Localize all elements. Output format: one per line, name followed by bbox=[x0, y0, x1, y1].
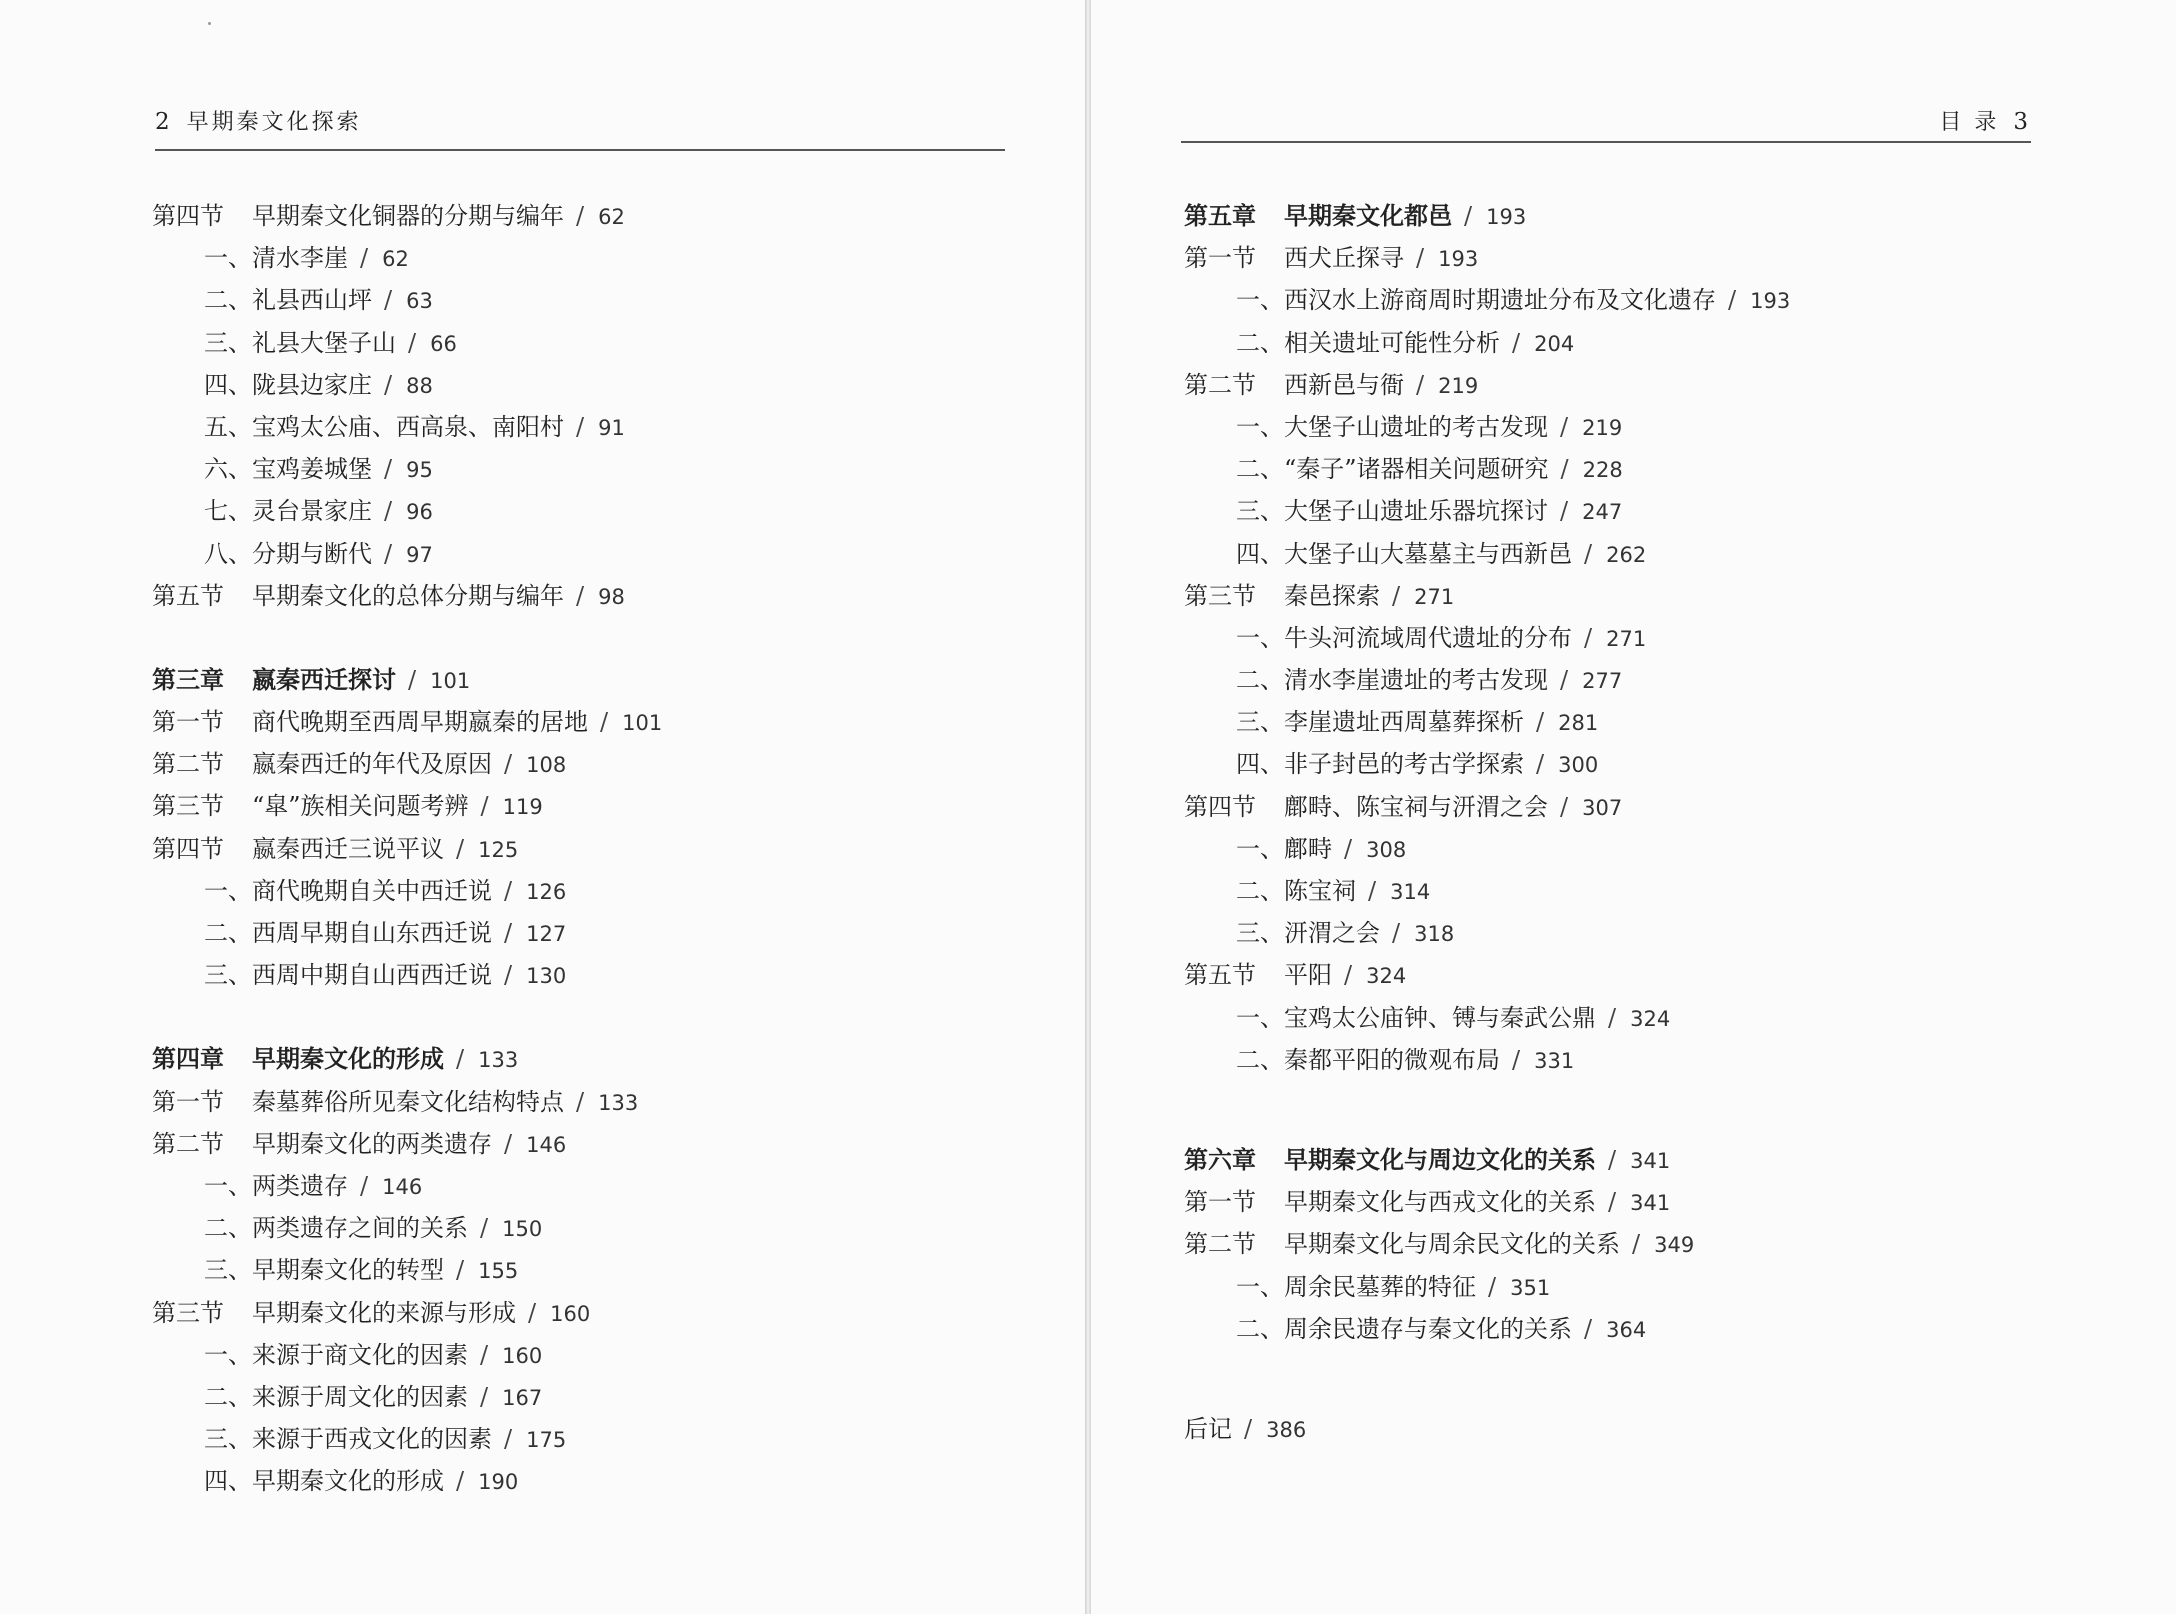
entry-page-number: 277 bbox=[1582, 669, 1623, 694]
entry-title: 早期秦文化铜器的分期与编年 bbox=[252, 202, 564, 230]
toc-entry-sub bbox=[152, 1334, 662, 1376]
entry-separator: / bbox=[1560, 497, 1569, 526]
entry-separator: / bbox=[1392, 919, 1401, 948]
toc-entry-sub bbox=[1184, 406, 1790, 448]
toc-entry-section bbox=[1184, 364, 1790, 406]
entry-page-number: 193 bbox=[1486, 205, 1527, 229]
entry-title: 二、周余民遗存与秦文化的关系 bbox=[1236, 1314, 1572, 1343]
entry-separator: / bbox=[384, 370, 393, 399]
entry-page-number: 281 bbox=[1558, 711, 1599, 736]
entry-page-number: 127 bbox=[526, 922, 567, 946]
entry-title: 三、礼县大堡子山 bbox=[204, 328, 396, 357]
toc-entry-sub bbox=[1184, 617, 1790, 659]
entry-title: 一、来源于商文化的因素 bbox=[204, 1340, 468, 1369]
entry-separator: / bbox=[408, 328, 417, 357]
entry-title: 早期秦文化的形成 bbox=[252, 1044, 444, 1074]
entry-page-number: 96 bbox=[406, 500, 433, 525]
entry-title: 一、牛头河流域周代遗址的分布 bbox=[1236, 623, 1572, 652]
entry-title: 一、周余民墓葬的特征 bbox=[1236, 1272, 1476, 1301]
toc-entry-sub bbox=[1184, 448, 1790, 490]
entry-title: 二、清水李崖遗址的考古发现 bbox=[1236, 666, 1548, 695]
entry-page-number: 262 bbox=[1606, 542, 1647, 567]
entry-page-number: 193 bbox=[1750, 289, 1791, 314]
entry-page-number: 331 bbox=[1534, 1048, 1575, 1073]
entry-page-number: 307 bbox=[1582, 795, 1623, 820]
entry-separator: / bbox=[456, 1045, 465, 1074]
header-rule bbox=[155, 149, 1005, 151]
entry-title: 早期秦文化与西戎文化的关系 bbox=[1284, 1188, 1596, 1217]
entry-title: 五、宝鸡太公庙、西高泉、南阳村 bbox=[204, 412, 564, 441]
entry-page-number: 88 bbox=[406, 373, 433, 398]
entry-separator: / bbox=[1632, 1230, 1641, 1259]
entry-separator: / bbox=[384, 455, 393, 484]
entry-separator: / bbox=[504, 750, 513, 779]
entry-page-number: 146 bbox=[526, 1132, 567, 1157]
toc-entry-section bbox=[152, 743, 662, 785]
entry-page-number: 97 bbox=[406, 542, 433, 567]
toc-entry-sub bbox=[1184, 870, 1790, 912]
header-rule bbox=[1181, 141, 2031, 143]
toc-entry-postscript bbox=[1184, 1408, 1790, 1450]
entry-separator: / bbox=[1368, 877, 1377, 905]
entry-separator: / bbox=[1536, 750, 1545, 779]
toc-entry-section bbox=[152, 195, 662, 237]
entry-label: 第二节 bbox=[152, 750, 224, 779]
toc-entry-chapter bbox=[1184, 1139, 1790, 1181]
entry-separator: / bbox=[1392, 581, 1401, 610]
entry-separator: / bbox=[1344, 961, 1353, 990]
entry-page-number: 219 bbox=[1582, 415, 1623, 440]
entry-page-number: 62 bbox=[598, 205, 625, 229]
entry-page-number: 314 bbox=[1390, 880, 1431, 904]
entry-separator: / bbox=[504, 1425, 513, 1454]
toc-entry-sub bbox=[1184, 743, 1790, 785]
toc-entry-sub bbox=[1184, 322, 1790, 364]
entry-page-number: 130 bbox=[526, 964, 567, 989]
toc-entry-sub bbox=[1184, 490, 1790, 532]
entry-title: 嬴秦西迁的年代及原因 bbox=[252, 750, 492, 779]
toc-entry-sub bbox=[1184, 701, 1790, 743]
entry-separator: / bbox=[576, 412, 585, 441]
toc-entry-sub bbox=[1184, 997, 1790, 1039]
entry-title: 嬴秦西迁探讨 bbox=[252, 664, 396, 694]
page-number: 3 bbox=[2013, 109, 2031, 135]
entry-title: 鄜畤、陈宝祠与汧渭之会 bbox=[1284, 792, 1548, 821]
entry-separator: / bbox=[1584, 623, 1593, 652]
entry-separator: / bbox=[504, 876, 513, 905]
entry-page-number: 101 bbox=[622, 711, 663, 736]
entry-title: 早期秦文化的来源与形成 bbox=[252, 1298, 516, 1327]
entry-title: 一、两类遗存 bbox=[204, 1171, 348, 1200]
entry-label: 第四节 bbox=[1184, 792, 1256, 821]
entry-label: 第三节 bbox=[152, 1298, 224, 1327]
page-number: 2 bbox=[155, 109, 173, 135]
entry-page-number: 62 bbox=[382, 247, 409, 272]
entry-separator: / bbox=[1416, 370, 1425, 399]
toc-entry-sub bbox=[152, 533, 662, 575]
entry-page-number: 318 bbox=[1414, 922, 1455, 947]
entry-page-number: 204 bbox=[1534, 331, 1575, 356]
entry-separator: / bbox=[384, 497, 393, 526]
entry-title: “皐”族相关问题考辨 bbox=[252, 792, 469, 821]
entry-title: 一、清水李崖 bbox=[204, 244, 348, 273]
entry-title: 二、“秦子”诸器相关问题研究 bbox=[1236, 455, 1549, 484]
toc-list-left bbox=[152, 195, 662, 1502]
toc-entry-section bbox=[1184, 1181, 1790, 1223]
entry-separator: / bbox=[576, 202, 585, 230]
entry-title: 嬴秦西迁三说平议 bbox=[252, 834, 444, 863]
toc-entry-sub bbox=[152, 954, 662, 996]
entry-title: 六、宝鸡姜城堡 bbox=[204, 455, 372, 484]
entry-title: 四、大堡子山大墓墓主与西新邑 bbox=[1236, 539, 1572, 568]
entry-page-number: 91 bbox=[598, 415, 625, 440]
entry-title: 四、陇县边家庄 bbox=[204, 370, 372, 399]
toc-entry-sub bbox=[152, 1249, 662, 1291]
entry-page-number: 308 bbox=[1366, 837, 1407, 862]
paper-speck bbox=[208, 22, 211, 25]
toc-entry-section bbox=[152, 1123, 662, 1165]
entry-title: 西犬丘探寻 bbox=[1284, 244, 1404, 273]
entry-title: 后记 bbox=[1184, 1414, 1232, 1443]
entry-page-number: 324 bbox=[1366, 964, 1407, 989]
entry-label: 第二节 bbox=[1184, 1230, 1256, 1259]
entry-separator: / bbox=[480, 1340, 489, 1369]
entry-page-number: 155 bbox=[478, 1259, 519, 1284]
entry-separator: / bbox=[456, 834, 465, 863]
entry-label: 第三节 bbox=[1184, 581, 1256, 610]
toc-entry-sub bbox=[1184, 533, 1790, 575]
entry-separator: / bbox=[384, 539, 393, 568]
toc-entry-sub bbox=[1184, 1039, 1790, 1081]
toc-entry-sub bbox=[1184, 279, 1790, 321]
entry-page-number: 125 bbox=[478, 837, 519, 862]
left-page bbox=[0, 0, 1085, 1614]
toc-entry-sub bbox=[152, 912, 662, 954]
entry-separator: / bbox=[480, 1382, 489, 1411]
entry-separator: / bbox=[1344, 834, 1353, 863]
entry-title: 三、早期秦文化的转型 bbox=[204, 1256, 444, 1285]
toc-entry-sub bbox=[152, 1376, 662, 1418]
entry-page-number: 341 bbox=[1630, 1191, 1671, 1216]
toc-entry-sub bbox=[152, 1418, 662, 1460]
entry-page-number: 351 bbox=[1510, 1275, 1551, 1300]
toc-entry-chapter bbox=[152, 659, 662, 701]
entry-label: 第三节 bbox=[152, 792, 224, 821]
toc-entry-chapter bbox=[152, 1038, 662, 1080]
entry-title: 三、西周中期自山西西迁说 bbox=[204, 961, 492, 990]
entry-title: 二、来源于周文化的因素 bbox=[204, 1382, 468, 1411]
toc-entry-sub bbox=[152, 406, 662, 448]
entry-separator: / bbox=[1512, 1045, 1521, 1074]
entry-page-number: 193 bbox=[1438, 247, 1479, 272]
entry-title: 秦墓葬俗所见秦文化结构特点 bbox=[252, 1087, 564, 1116]
entry-title: 八、分期与断代 bbox=[204, 539, 372, 568]
toc-entry-section bbox=[152, 785, 662, 827]
entry-title: 早期秦文化都邑 bbox=[1284, 201, 1452, 230]
toc-entry-sub bbox=[152, 279, 662, 321]
entry-page-number: 98 bbox=[598, 584, 625, 609]
entry-page-number: 126 bbox=[526, 879, 567, 904]
entry-page-number: 119 bbox=[502, 795, 543, 820]
entry-title: 早期秦文化的两类遗存 bbox=[252, 1129, 492, 1158]
toc-entry-sub bbox=[1184, 912, 1790, 954]
entry-label: 第五章 bbox=[1184, 201, 1256, 230]
entry-label: 第六章 bbox=[1184, 1144, 1256, 1174]
entry-separator: / bbox=[1608, 1003, 1617, 1032]
entry-separator: / bbox=[480, 1214, 489, 1243]
entry-page-number: 133 bbox=[598, 1090, 639, 1115]
entry-label: 第四节 bbox=[152, 834, 224, 863]
toc-entry-sub bbox=[152, 448, 662, 490]
entry-separator: / bbox=[1512, 328, 1521, 357]
entry-separator: / bbox=[504, 961, 513, 990]
section-title: 目 录 bbox=[1939, 110, 2000, 135]
entry-separator: / bbox=[504, 919, 513, 947]
toc-entry-section bbox=[1184, 575, 1790, 617]
entry-page-number: 95 bbox=[406, 458, 433, 483]
toc-entry-section bbox=[1184, 237, 1790, 279]
entry-page-number: 324 bbox=[1630, 1006, 1671, 1031]
entry-title: 七、灵台景家庄 bbox=[204, 497, 372, 526]
entry-page-number: 160 bbox=[550, 1301, 591, 1326]
entry-page-number: 101 bbox=[430, 668, 471, 693]
toc-entry-section bbox=[152, 1081, 662, 1123]
entry-separator: / bbox=[1536, 708, 1545, 737]
entry-label: 第一节 bbox=[1184, 1188, 1256, 1217]
entry-separator: / bbox=[600, 708, 609, 737]
entry-page-number: 300 bbox=[1558, 753, 1599, 778]
entry-separator: / bbox=[1560, 412, 1569, 441]
toc-entry-sub bbox=[1184, 659, 1790, 701]
entry-title: 西新邑与衙 bbox=[1284, 370, 1404, 399]
entry-page-number: 271 bbox=[1414, 584, 1455, 609]
entry-separator: / bbox=[576, 1087, 585, 1116]
entry-title: 四、非子封邑的考古学探索 bbox=[1236, 750, 1524, 779]
entry-page-number: 175 bbox=[526, 1428, 567, 1453]
entry-separator: / bbox=[1464, 202, 1473, 230]
entry-page-number: 219 bbox=[1438, 373, 1479, 398]
entry-label: 第一节 bbox=[152, 1087, 224, 1116]
toc-entry-section bbox=[152, 575, 662, 617]
entry-separator: / bbox=[528, 1298, 537, 1327]
entry-title: 一、大堡子山遗址的考古发现 bbox=[1236, 412, 1548, 441]
right-page bbox=[1091, 0, 2176, 1614]
toc-entry-sub bbox=[152, 1460, 662, 1502]
entry-title: 早期秦文化的总体分期与编年 bbox=[252, 581, 564, 610]
entry-separator: / bbox=[408, 665, 417, 694]
entry-title: 三、来源于西戎文化的因素 bbox=[204, 1425, 492, 1454]
entry-page-number: 341 bbox=[1630, 1148, 1671, 1173]
entry-page-number: 63 bbox=[406, 289, 433, 314]
entry-page-number: 66 bbox=[430, 331, 457, 356]
toc-entry-sub bbox=[1184, 1308, 1790, 1350]
entry-title: 秦邑探索 bbox=[1284, 581, 1380, 610]
toc-entry-sub bbox=[152, 490, 662, 532]
entry-page-number: 247 bbox=[1582, 500, 1623, 525]
entry-title: 二、礼县西山坪 bbox=[204, 286, 372, 315]
entry-page-number: 349 bbox=[1654, 1233, 1695, 1258]
entry-separator: / bbox=[1728, 286, 1737, 315]
entry-title: 二、西周早期自山东西迁说 bbox=[204, 919, 492, 947]
entry-label: 第四节 bbox=[152, 202, 224, 230]
entry-label: 第二节 bbox=[1184, 370, 1256, 399]
entry-page-number: 271 bbox=[1606, 626, 1647, 651]
toc-entry-sub bbox=[152, 237, 662, 279]
entry-title: 四、早期秦文化的形成 bbox=[204, 1467, 444, 1496]
toc-entry-sub bbox=[1184, 1266, 1790, 1308]
entry-page-number: 146 bbox=[382, 1174, 423, 1199]
entry-separator: / bbox=[504, 1129, 513, 1158]
toc-entry-section bbox=[152, 828, 662, 870]
entry-title: 三、大堡子山遗址乐器坑探讨 bbox=[1236, 497, 1548, 526]
toc-entry-section bbox=[1184, 1223, 1790, 1265]
toc-entry-sub bbox=[1184, 828, 1790, 870]
toc-entry-sub bbox=[152, 322, 662, 364]
entry-separator: / bbox=[384, 286, 393, 315]
entry-separator: / bbox=[360, 1171, 369, 1200]
toc-entry-sub bbox=[152, 364, 662, 406]
book-title: 早期秦文化探索 bbox=[186, 110, 362, 135]
entry-title: 平阳 bbox=[1284, 961, 1332, 990]
entry-label: 第三章 bbox=[152, 664, 224, 694]
entry-title: 一、宝鸡太公庙钟、镈与秦武公鼎 bbox=[1236, 1003, 1596, 1032]
entry-title: 二、陈宝祠 bbox=[1236, 877, 1356, 905]
entry-title: 商代晚期至西周早期嬴秦的居地 bbox=[252, 708, 588, 737]
entry-page-number: 228 bbox=[1582, 458, 1623, 483]
entry-label: 第一节 bbox=[1184, 244, 1256, 273]
entry-separator: / bbox=[1416, 244, 1425, 273]
entry-page-number: 364 bbox=[1606, 1317, 1647, 1342]
entry-title: 二、秦都平阳的微观布局 bbox=[1236, 1045, 1500, 1074]
toc-entry-chapter bbox=[1184, 195, 1790, 237]
entry-label: 第五节 bbox=[152, 581, 224, 610]
entry-page-number: 386 bbox=[1266, 1417, 1307, 1442]
running-head-right bbox=[1181, 105, 2031, 145]
entry-separator: / bbox=[1608, 1145, 1617, 1174]
entry-separator: / bbox=[1608, 1188, 1617, 1217]
toc-entry-section bbox=[152, 701, 662, 743]
toc-entry-section bbox=[1184, 954, 1790, 996]
entry-separator: / bbox=[1244, 1414, 1253, 1443]
entry-separator: / bbox=[480, 792, 489, 821]
entry-separator: / bbox=[456, 1256, 465, 1285]
running-head-left bbox=[155, 105, 1005, 145]
entry-label: 第一节 bbox=[152, 708, 224, 737]
entry-separator: / bbox=[1560, 455, 1569, 484]
entry-title: 三、汧渭之会 bbox=[1236, 919, 1380, 948]
entry-title: 一、鄜畤 bbox=[1236, 834, 1332, 863]
entry-separator: / bbox=[1560, 792, 1569, 821]
entry-label: 第四章 bbox=[152, 1044, 224, 1074]
entry-separator: / bbox=[456, 1467, 465, 1496]
toc-entry-section bbox=[152, 1292, 662, 1334]
entry-title: 一、西汉水上游商周时期遗址分布及文化遗存 bbox=[1236, 286, 1716, 315]
entry-label: 第五节 bbox=[1184, 961, 1256, 990]
entry-label: 第二节 bbox=[152, 1129, 224, 1158]
entry-separator: / bbox=[1584, 539, 1593, 568]
entry-title: 一、商代晚期自关中西迁说 bbox=[204, 876, 492, 905]
entry-title: 三、李崖遗址西周墓葬探析 bbox=[1236, 708, 1524, 737]
entry-separator: / bbox=[360, 244, 369, 273]
entry-separator: / bbox=[1488, 1272, 1497, 1301]
entry-separator: / bbox=[576, 581, 585, 610]
entry-page-number: 160 bbox=[502, 1343, 543, 1368]
toc-entry-sub bbox=[152, 1207, 662, 1249]
entry-title: 早期秦文化与周边文化的关系 bbox=[1284, 1144, 1596, 1174]
entry-page-number: 133 bbox=[478, 1048, 519, 1073]
toc-entry-sub bbox=[152, 1165, 662, 1207]
toc-entry-sub bbox=[152, 870, 662, 912]
entry-title: 二、相关遗址可能性分析 bbox=[1236, 328, 1500, 357]
entry-title: 早期秦文化与周余民文化的关系 bbox=[1284, 1230, 1620, 1259]
toc-entry-section bbox=[1184, 786, 1790, 828]
entry-separator: / bbox=[1560, 666, 1569, 695]
entry-page-number: 150 bbox=[502, 1217, 543, 1242]
entry-page-number: 108 bbox=[526, 753, 567, 778]
toc-list-right bbox=[1184, 195, 1790, 1450]
entry-separator: / bbox=[1584, 1314, 1593, 1343]
entry-page-number: 190 bbox=[478, 1470, 519, 1495]
entry-page-number: 167 bbox=[502, 1385, 543, 1410]
entry-title: 二、两类遗存之间的关系 bbox=[204, 1214, 468, 1243]
